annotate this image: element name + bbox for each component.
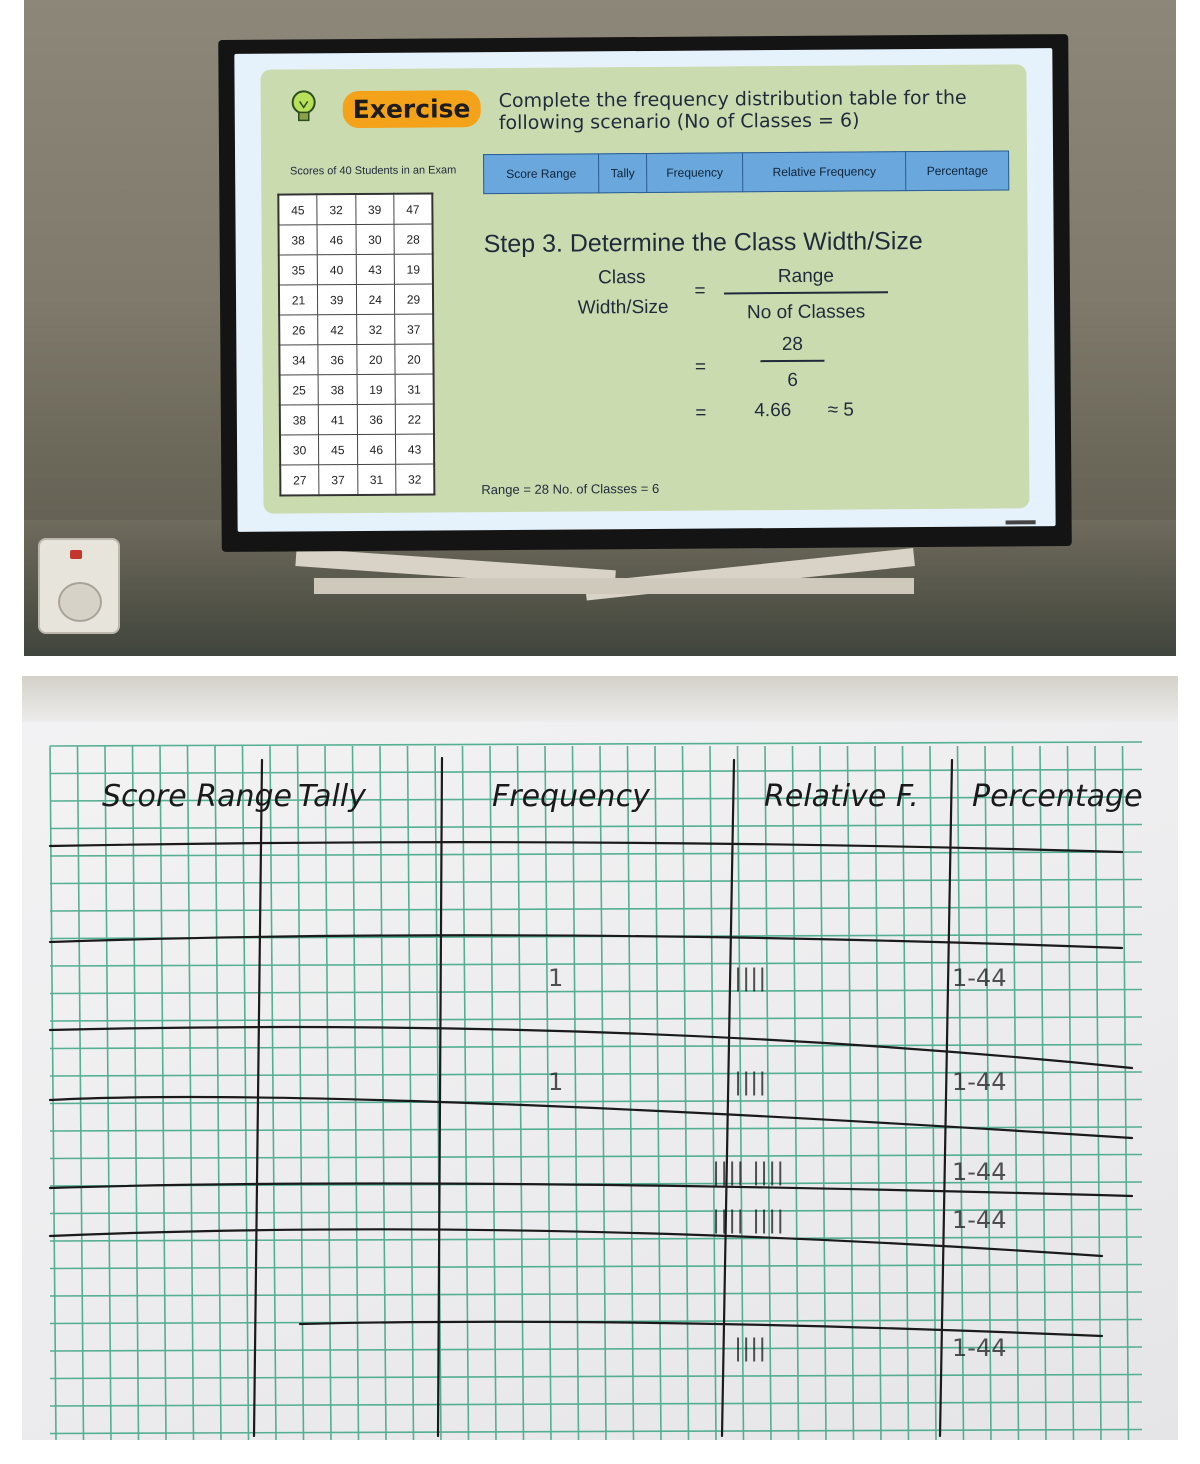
- score-cell: 37: [395, 314, 434, 344]
- formula-equals-2: =: [694, 356, 707, 378]
- power-socket: [58, 582, 102, 622]
- lightbulb-icon: [289, 89, 319, 125]
- score-cell: 26: [279, 315, 318, 345]
- grid-line-horizontal: [50, 1100, 1142, 1104]
- grid-line-vertical: [408, 746, 414, 1440]
- grid-line-vertical: [270, 746, 276, 1440]
- formula-result: 4.66: [754, 399, 792, 422]
- tv-bezel: [218, 34, 1072, 552]
- tally-row-3: ||||: [734, 1068, 767, 1096]
- grid-line-horizontal: [50, 1430, 1142, 1434]
- score-cell: 43: [356, 254, 395, 284]
- score-cell: 32: [317, 194, 356, 225]
- scores-row: [279, 314, 433, 345]
- score-cell: 37: [319, 465, 358, 496]
- header-percentage: Percentage: [906, 151, 1009, 191]
- grid-line-vertical: [518, 746, 524, 1440]
- score-cell: 45: [278, 194, 317, 225]
- score-cell: 38: [279, 225, 318, 255]
- grid-line-horizontal: [50, 1375, 1142, 1379]
- scores-row: [280, 434, 434, 465]
- scores-table: [277, 192, 435, 496]
- score-cell: 46: [357, 434, 396, 464]
- handwritten-header-3: Frequency: [492, 779, 650, 814]
- score-cell: 22: [395, 404, 434, 434]
- grid-line-vertical: [78, 746, 84, 1440]
- formula-equals-1: =: [694, 280, 706, 302]
- grid-line-vertical: [930, 746, 936, 1440]
- tv-photo: [24, 0, 1176, 656]
- score-cell: 21: [279, 285, 318, 315]
- tally-row-5: |||| ||||: [712, 1206, 785, 1234]
- scores-row: [279, 284, 433, 315]
- score-cell: 34: [279, 345, 318, 375]
- grid-line-horizontal: [50, 825, 1142, 829]
- exercise-badge: Exercise: [343, 90, 481, 128]
- switch-led: [70, 550, 82, 559]
- score-cell: 47: [394, 193, 433, 224]
- grid-line-horizontal: [50, 742, 1142, 746]
- frequency-row-2: 1: [548, 964, 564, 992]
- tally-row-6: ||||: [734, 1334, 767, 1362]
- score-cell: 42: [318, 315, 357, 345]
- handwritten-header-4: Relative F.: [764, 779, 919, 814]
- rel-row-2: 1-44: [952, 964, 1007, 992]
- scores-row: [278, 193, 432, 225]
- grid-line-horizontal: [50, 1265, 1142, 1269]
- grid-line-vertical: [325, 746, 331, 1440]
- score-cell: 43: [395, 434, 434, 464]
- formula-denominator: No of Classes: [746, 301, 866, 324]
- slide: [260, 64, 1029, 513]
- formula-approx: ≈ 5: [827, 399, 855, 421]
- score-cell: 29: [394, 284, 433, 314]
- score-cell: 36: [357, 404, 396, 434]
- scores-row: [279, 224, 433, 255]
- rel-row-6: 1-44: [952, 1334, 1007, 1362]
- score-cell: 45: [318, 435, 357, 465]
- grid-line-vertical: [573, 746, 579, 1440]
- tally-row-2: ||||: [734, 964, 767, 992]
- grid-line-vertical: [380, 746, 386, 1440]
- rel-row-3: 1-44: [952, 1068, 1007, 1096]
- score-cell: 38: [318, 375, 357, 405]
- fraction-line-1: [724, 291, 888, 294]
- tv-logo: [1006, 520, 1036, 524]
- grid-line-horizontal: [50, 907, 1142, 911]
- instruction-text: Complete the frequency distribution table for the following scenario (No of Classes = 6): [498, 86, 967, 135]
- notebook-grid: [22, 676, 1178, 1440]
- header-frequency: Frequency: [647, 153, 743, 193]
- grid-line-vertical: [903, 746, 909, 1440]
- formula-numerator: Range: [777, 265, 834, 288]
- rel-row-5: 1-44: [952, 1206, 1007, 1234]
- grid-line-horizontal: [50, 1017, 1142, 1021]
- notebook-photo: [22, 676, 1178, 1440]
- grid-line-vertical: [160, 746, 166, 1440]
- grid-line-vertical: [188, 746, 194, 1440]
- frequency-row-3: 1: [548, 1068, 564, 1096]
- grid-line-vertical: [793, 746, 799, 1440]
- formula-lhs-class: Class: [598, 266, 646, 289]
- score-cell: 25: [280, 375, 319, 405]
- tv-screen: [234, 48, 1055, 532]
- handwritten-header-5: Percentage: [972, 779, 1143, 814]
- distribution-table-header: [483, 150, 1009, 194]
- scores-title: Scores of 40 Students in an Exam: [289, 164, 457, 178]
- header-relative-frequency: Relative Frequency: [742, 152, 906, 192]
- scores-row: [279, 344, 433, 375]
- column-line-3: [722, 760, 734, 1436]
- range-note: Range = 28 No. of Classes = 6: [481, 480, 660, 498]
- score-cell: 27: [280, 465, 319, 496]
- grid-line-vertical: [600, 746, 606, 1440]
- score-cell: 20: [395, 344, 434, 374]
- score-cell: 41: [318, 405, 357, 435]
- grid-line-horizontal: [50, 1402, 1142, 1406]
- scores-row: [280, 374, 434, 405]
- tally-row-4: |||| ||||: [712, 1158, 785, 1186]
- column-line-4: [940, 760, 952, 1436]
- formula-num-value: 28: [781, 333, 803, 356]
- scores-row: [280, 404, 434, 435]
- grid-line-vertical: [243, 746, 249, 1440]
- grid-line-vertical: [50, 746, 56, 1440]
- scores-row: [280, 464, 434, 496]
- grid-line-vertical: [848, 746, 854, 1440]
- handwritten-header-2: Tally: [298, 779, 366, 814]
- grid-line-horizontal: [50, 1292, 1142, 1296]
- rel-row-4: 1-44: [952, 1158, 1007, 1186]
- score-cell: 46: [317, 225, 356, 255]
- grid-line-vertical: [215, 746, 221, 1440]
- formula-den-value: 6: [787, 369, 798, 392]
- grid-line-horizontal: [50, 852, 1142, 856]
- score-cell: 31: [395, 374, 434, 404]
- grid-line-vertical: [628, 746, 634, 1440]
- grid-line-horizontal: [50, 880, 1142, 884]
- fraction-line-2: [760, 360, 824, 362]
- score-cell: 20: [356, 344, 395, 374]
- grid-line-horizontal: [50, 770, 1142, 774]
- scores-row: [279, 254, 433, 285]
- grid-line-vertical: [353, 746, 359, 1440]
- score-cell: 32: [396, 464, 435, 495]
- handwritten-header-1: Score Range: [102, 779, 292, 814]
- score-cell: 40: [317, 255, 356, 285]
- grid-line-vertical: [133, 746, 139, 1440]
- score-cell: 28: [394, 224, 433, 254]
- grid-line-vertical: [875, 746, 881, 1440]
- grid-line-vertical: [463, 746, 469, 1440]
- grid-line-horizontal: [50, 1237, 1142, 1241]
- header-score-range: Score Range: [484, 154, 599, 194]
- score-cell: 31: [357, 464, 396, 495]
- score-cell: 19: [394, 254, 433, 284]
- score-cell: 19: [357, 374, 396, 404]
- grid-line-vertical: [298, 746, 304, 1440]
- grid-line-vertical: [655, 746, 661, 1440]
- formula-equals-3: =: [695, 402, 707, 424]
- tv-stand-base: [314, 578, 914, 594]
- score-cell: 38: [280, 405, 319, 435]
- grid-line-vertical: [820, 746, 826, 1440]
- score-cell: 24: [356, 284, 395, 314]
- step-title: Step 3. Determine the Class Width/Size: [483, 227, 923, 259]
- grid-line-vertical: [1123, 746, 1129, 1440]
- score-cell: 35: [279, 255, 318, 285]
- header-tally: Tally: [599, 153, 647, 192]
- grid-line-horizontal: [50, 1045, 1142, 1049]
- score-cell: 36: [318, 345, 357, 375]
- row-line-1: [50, 842, 1122, 852]
- grid-line-vertical: [105, 746, 111, 1440]
- grid-line-vertical: [490, 746, 496, 1440]
- grid-line-vertical: [710, 746, 716, 1440]
- score-cell: 32: [356, 314, 395, 344]
- score-cell: 30: [356, 224, 395, 254]
- grid-line-vertical: [683, 746, 689, 1440]
- score-cell: 39: [317, 285, 356, 315]
- formula-lhs-width: Width/Size: [577, 296, 669, 319]
- power-strip: [38, 538, 120, 634]
- score-cell: 30: [280, 435, 319, 465]
- score-cell: 39: [355, 194, 394, 225]
